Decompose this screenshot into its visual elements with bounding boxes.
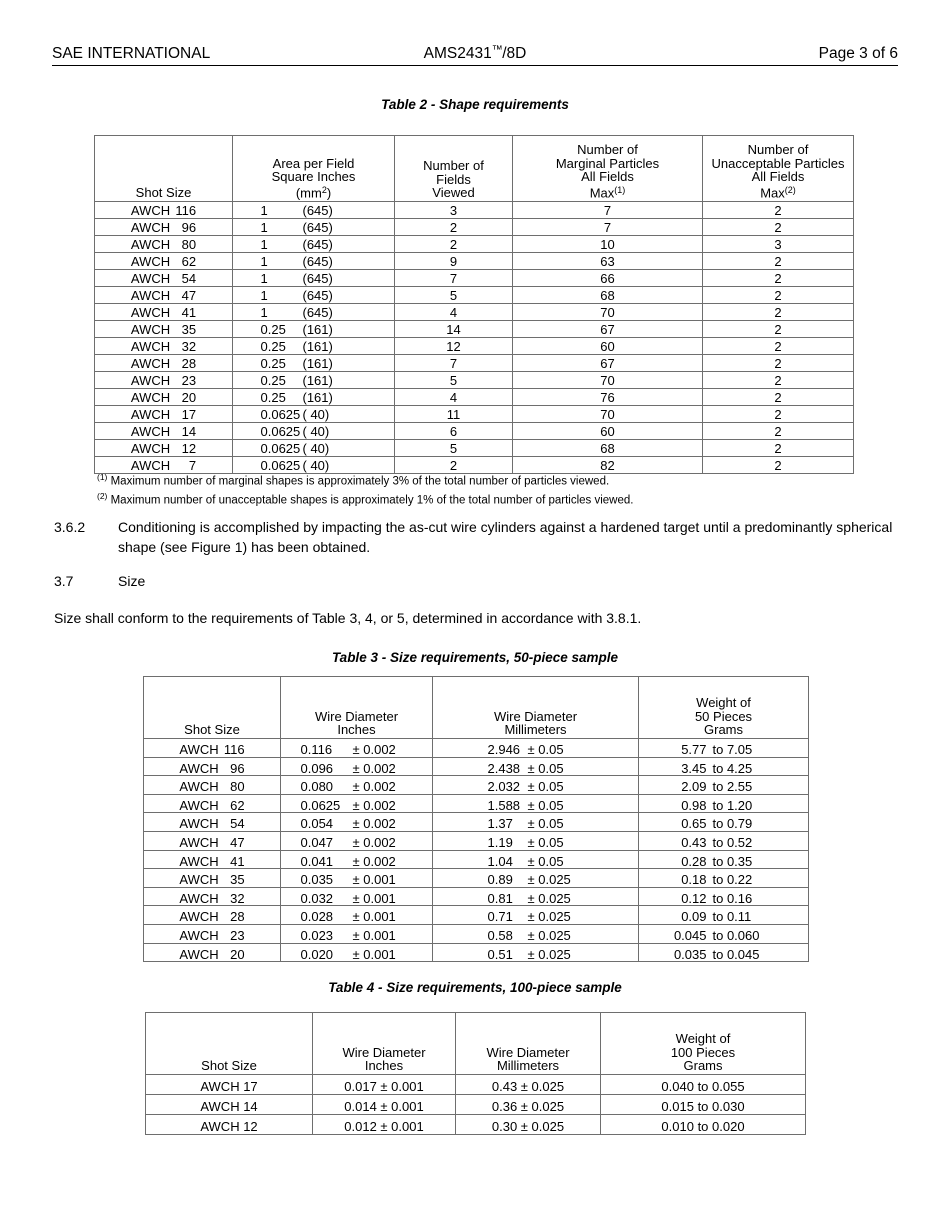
cell-fields-viewed: 5	[395, 372, 513, 389]
table-row	[144, 850, 809, 869]
col-mm-line1: Wire Diameter	[493, 708, 578, 724]
table-row	[146, 1115, 806, 1135]
table-row	[146, 1075, 806, 1095]
col-unacceptable-line4: Max	[760, 185, 785, 201]
cell-shot-size: AWCH 62	[144, 794, 281, 813]
table-row	[144, 887, 809, 906]
table-row	[144, 943, 809, 962]
table-row	[95, 389, 854, 406]
cell-diameter-inches: 0.0625 ± 0.002	[281, 794, 433, 813]
clause-3-6-2-text: Conditioning is accomplished by impacting the as-cut wire cylinders against a hardened target until a predominantly spherical shape (see Figure 1) has been obtained.	[118, 519, 893, 555]
cell-diameter-millimeters: 0.71 ± 0.025	[433, 906, 639, 925]
table-row	[144, 831, 809, 850]
cell-weight-range: 0.035 to 0.045	[639, 943, 809, 962]
col-shot-size	[146, 1013, 313, 1075]
cell-area-per-field: 0.0625 ( 40)	[233, 457, 395, 474]
table-size-requirements-100-piece	[145, 1012, 806, 1135]
cell-shot-size: AWCH 28	[95, 355, 233, 372]
cell-diameter-millimeters: 0.43 ± 0.025	[456, 1075, 601, 1095]
col-area-exponent: 2	[321, 184, 327, 195]
cell-unacceptable-particles: 2	[703, 423, 854, 440]
cell-area-per-field: 1 (645)	[233, 219, 395, 236]
table-row	[95, 304, 854, 321]
cell-diameter-inches: 0.032 ± 0.001	[281, 887, 433, 906]
clause-3-7	[54, 572, 454, 592]
table-row	[95, 287, 854, 304]
cell-fields-viewed: 3	[395, 202, 513, 219]
page-number: Page 3 of 6	[818, 44, 898, 62]
cell-weight-range: 0.015 to 0.030	[601, 1095, 806, 1115]
cell-area-per-field: 1 (645)	[233, 253, 395, 270]
col-area-per-field	[233, 136, 395, 202]
cell-marginal-particles: 70	[513, 406, 703, 423]
cell-area-per-field: 0.25 (161)	[233, 389, 395, 406]
cell-diameter-millimeters: 0.36 ± 0.025	[456, 1095, 601, 1115]
col-unacceptable-line2: Unacceptable Particles	[711, 155, 845, 171]
cell-diameter-inches: 0.116 ± 0.002	[281, 739, 433, 758]
col-weight-line3: Grams	[683, 1058, 723, 1074]
cell-fields-viewed: 2	[395, 236, 513, 253]
col-inches-line1: Wire Diameter	[342, 1044, 426, 1060]
cell-diameter-inches: 0.017 ± 0.001	[313, 1075, 456, 1095]
cell-marginal-particles: 68	[513, 440, 703, 457]
cell-diameter-millimeters: 0.58 ± 0.025	[433, 924, 639, 943]
table-row	[95, 406, 854, 423]
cell-marginal-particles: 66	[513, 270, 703, 287]
cell-shot-size: AWCH 96	[144, 757, 281, 776]
cell-unacceptable-particles: 2	[703, 372, 854, 389]
cell-area-per-field: 0.0625 ( 40)	[233, 440, 395, 457]
col-unacceptable-line3: All Fields	[751, 169, 805, 185]
cell-fields-viewed: 4	[395, 304, 513, 321]
table-row	[95, 219, 854, 236]
cell-marginal-particles: 7	[513, 219, 703, 236]
footnote-2-text: Maximum number of unacceptable shapes is approximately 1% of the total number of particles viewed.	[110, 494, 634, 507]
col-inches-line2: Inches	[364, 1058, 404, 1074]
col-inches-line1: Wire Diameter	[314, 708, 399, 724]
table-row	[95, 321, 854, 338]
col-area-line1: Area per Field	[272, 155, 355, 171]
cell-fields-viewed: 11	[395, 406, 513, 423]
cell-area-per-field: 0.25 (161)	[233, 372, 395, 389]
cell-unacceptable-particles: 2	[703, 440, 854, 457]
cell-unacceptable-particles: 2	[703, 253, 854, 270]
col-marginal-line4: Max	[589, 185, 615, 201]
cell-diameter-inches: 0.014 ± 0.001	[313, 1095, 456, 1115]
cell-unacceptable-particles: 2	[703, 406, 854, 423]
cell-shot-size: AWCH 116	[144, 739, 281, 758]
cell-shot-size: AWCH 96	[95, 219, 233, 236]
cell-area-per-field: 0.25 (161)	[233, 321, 395, 338]
cell-marginal-particles: 63	[513, 253, 703, 270]
cell-area-per-field: 1 (645)	[233, 304, 395, 321]
cell-fields-viewed: 4	[395, 389, 513, 406]
footnote-1-marker: (1)	[97, 472, 108, 482]
clause-3-7-number: 3.7	[54, 573, 74, 589]
cell-unacceptable-particles: 2	[703, 304, 854, 321]
table-row	[144, 813, 809, 832]
cell-diameter-inches: 0.047 ± 0.002	[281, 831, 433, 850]
document-number-prefix: AMS2431	[423, 44, 492, 62]
page-header	[52, 44, 898, 66]
cell-shot-size: AWCH 32	[95, 338, 233, 355]
cell-weight-range: 0.010 to 0.020	[601, 1115, 806, 1135]
col-weight-line1: Weight of	[675, 1031, 731, 1047]
col-shot-size-label: Shot Size	[135, 185, 192, 201]
table-row	[144, 869, 809, 888]
cell-fields-viewed: 2	[395, 219, 513, 236]
table-row	[95, 338, 854, 355]
table-row	[144, 739, 809, 758]
table4-caption: Table 4 - Size requirements, 100-piece sample	[328, 980, 622, 995]
table2-footnotes	[97, 470, 897, 509]
cell-weight-range: 2.09 to 2.55	[639, 776, 809, 795]
cell-marginal-particles: 67	[513, 321, 703, 338]
col-mm-line1: Wire Diameter	[486, 1044, 570, 1060]
cell-area-per-field: 1 (645)	[233, 287, 395, 304]
col-shot-size-label: Shot Size	[184, 722, 240, 738]
organization-name: SAE INTERNATIONAL	[52, 44, 211, 62]
cell-marginal-particles: 76	[513, 389, 703, 406]
cell-diameter-millimeters: 0.30 ± 0.025	[456, 1115, 601, 1135]
cell-diameter-millimeters: 0.51 ± 0.025	[433, 943, 639, 962]
cell-unacceptable-particles: 2	[703, 389, 854, 406]
cell-shot-size: AWCH 17	[95, 406, 233, 423]
table-row	[95, 355, 854, 372]
cell-weight-range: 0.43 to 0.52	[639, 831, 809, 850]
cell-weight-range: 0.045 to 0.060	[639, 924, 809, 943]
cell-shot-size: AWCH 62	[95, 253, 233, 270]
cell-diameter-inches: 0.035 ± 0.001	[281, 869, 433, 888]
col-area-line3-end: )	[326, 185, 332, 201]
cell-marginal-particles: 70	[513, 372, 703, 389]
table-row	[95, 202, 854, 219]
cell-diameter-millimeters: 1.37 ± 0.05	[433, 813, 639, 832]
col-unacceptable-particles	[703, 136, 854, 202]
cell-weight-range: 0.65 to 0.79	[639, 813, 809, 832]
col-shot-size	[95, 136, 233, 202]
table-row	[95, 372, 854, 389]
document-number	[331, 44, 619, 63]
cell-weight-range: 0.040 to 0.055	[601, 1075, 806, 1095]
cell-shot-size: AWCH 20	[144, 943, 281, 962]
cell-area-per-field: 0.0625 ( 40)	[233, 406, 395, 423]
table-header-row	[144, 677, 809, 739]
col-weight-line2: 50 Pieces	[694, 708, 753, 724]
clause-3-7-heading: Size	[118, 573, 146, 589]
cell-unacceptable-particles: 2	[703, 202, 854, 219]
cell-diameter-inches: 0.041 ± 0.002	[281, 850, 433, 869]
cell-shot-size: AWCH 35	[144, 869, 281, 888]
cell-diameter-millimeters: 0.89 ± 0.025	[433, 869, 639, 888]
cell-area-per-field: 1 (645)	[233, 236, 395, 253]
col-area-line3: (mm	[295, 185, 322, 201]
table-size-requirements-50-piece	[143, 676, 809, 962]
cell-shot-size: AWCH 17	[146, 1075, 313, 1095]
footnote-2-marker: (2)	[97, 491, 108, 502]
col-marginal-line1: Number of	[577, 142, 638, 158]
cell-marginal-particles: 68	[513, 287, 703, 304]
cell-fields-viewed: 5	[395, 440, 513, 457]
table-row	[95, 440, 854, 457]
cell-shot-size: AWCH 12	[95, 440, 233, 457]
cell-shot-size: AWCH 20	[95, 389, 233, 406]
cell-diameter-inches: 0.080 ± 0.002	[281, 776, 433, 795]
cell-shot-size: AWCH 14	[95, 423, 233, 440]
cell-area-per-field: 0.0625 ( 40)	[233, 423, 395, 440]
col-weight	[601, 1013, 806, 1075]
cell-area-per-field: 0.25 (161)	[233, 338, 395, 355]
table-row	[95, 270, 854, 287]
cell-shot-size: AWCH 54	[95, 270, 233, 287]
cell-shot-size: AWCH 47	[95, 287, 233, 304]
cell-fields-viewed: 5	[395, 287, 513, 304]
col-fields-line2: Fields	[436, 171, 471, 187]
table-row	[144, 924, 809, 943]
table-row	[95, 423, 854, 440]
cell-marginal-particles: 70	[513, 304, 703, 321]
cell-diameter-inches: 0.096 ± 0.002	[281, 757, 433, 776]
table-row	[146, 1095, 806, 1115]
table-row	[95, 236, 854, 253]
cell-fields-viewed: 12	[395, 338, 513, 355]
cell-unacceptable-particles: 3	[703, 236, 854, 253]
col-unacceptable-line1: Number of	[747, 142, 809, 158]
cell-shot-size: AWCH 23	[144, 924, 281, 943]
col-mm-line2: Millimeters	[504, 722, 567, 738]
clause-3-6-2	[54, 518, 900, 557]
cell-shot-size: AWCH 28	[144, 906, 281, 925]
cell-diameter-millimeters: 2.032 ± 0.05	[433, 776, 639, 795]
col-wire-diameter-millimeters	[456, 1013, 601, 1075]
cell-shot-size: AWCH 23	[95, 372, 233, 389]
table2-caption: Table 2 - Shape requirements	[381, 97, 569, 112]
cell-marginal-particles: 10	[513, 236, 703, 253]
cell-weight-range: 0.28 to 0.35	[639, 850, 809, 869]
cell-diameter-millimeters: 0.81 ± 0.025	[433, 887, 639, 906]
cell-area-per-field: 1 (645)	[233, 270, 395, 287]
cell-marginal-particles: 60	[513, 338, 703, 355]
cell-weight-range: 0.12 to 0.16	[639, 887, 809, 906]
cell-fields-viewed: 9	[395, 253, 513, 270]
col-inches-line2: Inches	[337, 722, 376, 738]
table-row	[144, 757, 809, 776]
cell-diameter-millimeters: 1.588 ± 0.05	[433, 794, 639, 813]
cell-diameter-millimeters: 1.04 ± 0.05	[433, 850, 639, 869]
table-row	[144, 906, 809, 925]
size-paragraph: Size shall conform to the requirements of Table 3, 4, or 5, determined in accordance with 3.8.1.	[54, 610, 642, 626]
footnote-2	[97, 489, 897, 508]
table-header-row	[146, 1013, 806, 1075]
col-shot-size-label: Shot Size	[201, 1058, 257, 1074]
cell-fields-viewed: 7	[395, 270, 513, 287]
table-header-row	[95, 136, 854, 202]
col-mm-line2: Millimeters	[496, 1058, 560, 1074]
col-fields-line1: Number of	[423, 158, 484, 174]
cell-weight-range: 0.09 to 0.11	[639, 906, 809, 925]
cell-area-per-field: 0.25 (161)	[233, 355, 395, 372]
table-row	[144, 776, 809, 795]
cell-marginal-particles: 60	[513, 423, 703, 440]
cell-unacceptable-particles: 2	[703, 457, 854, 474]
col-weight-line3: Grams	[704, 722, 743, 738]
col-area-line2: Square Inches	[271, 169, 356, 185]
cell-area-per-field: 1 (645)	[233, 202, 395, 219]
cell-fields-viewed: 7	[395, 355, 513, 372]
cell-marginal-particles: 67	[513, 355, 703, 372]
footnote-1-text: Maximum number of marginal shapes is approximately 3% of the total number of particles viewed.	[110, 475, 610, 488]
col-wire-diameter-millimeters	[433, 677, 639, 739]
cell-unacceptable-particles: 2	[703, 338, 854, 355]
footnote-1	[97, 470, 897, 489]
table-row	[144, 794, 809, 813]
cell-shot-size: AWCH 41	[144, 850, 281, 869]
cell-shot-size: AWCH 12	[146, 1115, 313, 1135]
cell-diameter-inches: 0.028 ± 0.001	[281, 906, 433, 925]
cell-marginal-particles: 7	[513, 202, 703, 219]
cell-shot-size: AWCH 7	[95, 457, 233, 474]
col-number-of-fields	[395, 136, 513, 202]
cell-unacceptable-particles: 2	[703, 321, 854, 338]
col-marginal-particles	[513, 136, 703, 202]
document-number-suffix: /8D	[502, 44, 527, 62]
cell-fields-viewed: 14	[395, 321, 513, 338]
cell-weight-range: 0.98 to 1.20	[639, 794, 809, 813]
table3-caption: Table 3 - Size requirements, 50-piece sample	[331, 650, 619, 665]
col-weight-line2: 100 Pieces	[670, 1044, 736, 1060]
col-wire-diameter-inches	[281, 677, 433, 739]
col-shot-size	[144, 677, 281, 739]
cell-diameter-millimeters: 2.438 ± 0.05	[433, 757, 639, 776]
col-marginal-line3: All Fields	[581, 169, 634, 185]
cell-shot-size: AWCH 41	[95, 304, 233, 321]
footnote-ref-1: (1)	[614, 184, 626, 195]
cell-shot-size: AWCH 35	[95, 321, 233, 338]
cell-weight-range: 0.18 to 0.22	[639, 869, 809, 888]
cell-shot-size: AWCH 116	[95, 202, 233, 219]
cell-unacceptable-particles: 2	[703, 355, 854, 372]
cell-shot-size: AWCH 47	[144, 831, 281, 850]
cell-shot-size: AWCH 80	[144, 776, 281, 795]
cell-unacceptable-particles: 2	[703, 219, 854, 236]
cell-shot-size: AWCH 54	[144, 813, 281, 832]
col-marginal-line2: Marginal Particles	[555, 155, 660, 171]
cell-marginal-particles: 82	[513, 457, 703, 474]
cell-diameter-millimeters: 2.946 ± 0.05	[433, 739, 639, 758]
col-weight	[639, 677, 809, 739]
cell-shot-size: AWCH 14	[146, 1095, 313, 1115]
trademark-icon: ™	[491, 44, 503, 56]
col-wire-diameter-inches	[313, 1013, 456, 1075]
cell-weight-range: 3.45 to 4.25	[639, 757, 809, 776]
cell-unacceptable-particles: 2	[703, 270, 854, 287]
cell-diameter-millimeters: 1.19 ± 0.05	[433, 831, 639, 850]
cell-fields-viewed: 6	[395, 423, 513, 440]
table-row	[95, 253, 854, 270]
cell-weight-range: 5.77 to 7.05	[639, 739, 809, 758]
cell-fields-viewed: 2	[395, 457, 513, 474]
cell-unacceptable-particles: 2	[703, 287, 854, 304]
footnote-ref-2: (2)	[784, 184, 796, 195]
cell-diameter-inches: 0.020 ± 0.001	[281, 943, 433, 962]
col-weight-line1: Weight of	[696, 695, 751, 711]
cell-diameter-inches: 0.012 ± 0.001	[313, 1115, 456, 1135]
table-shape-requirements	[94, 135, 854, 474]
cell-shot-size: AWCH 80	[95, 236, 233, 253]
col-fields-line3: Viewed	[432, 185, 475, 201]
clause-3-6-2-number: 3.6.2	[54, 519, 86, 535]
cell-diameter-inches: 0.054 ± 0.002	[281, 813, 433, 832]
cell-shot-size: AWCH 32	[144, 887, 281, 906]
cell-diameter-inches: 0.023 ± 0.001	[281, 924, 433, 943]
